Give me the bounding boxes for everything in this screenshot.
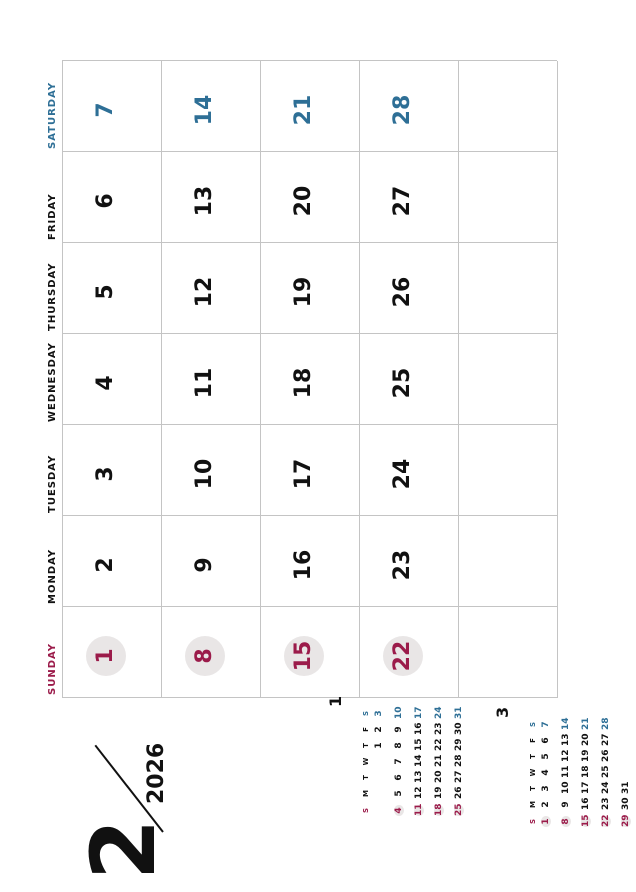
mini-weekday-label: W	[529, 768, 537, 777]
day-cell[interactable]: 12	[192, 276, 217, 308]
mini-day-cell: 27	[454, 770, 464, 783]
mini-day-cell: 16	[581, 797, 591, 810]
mini-weekday-label: T	[362, 743, 370, 748]
mini-day-cell: 21	[434, 754, 444, 767]
mini-day-cell: 30	[621, 797, 631, 810]
mini-day-cell: 17	[414, 706, 424, 719]
mini-weekday-label: F	[362, 727, 370, 732]
day-cell[interactable]: 20	[291, 185, 316, 217]
mini-day-cell: 15	[414, 738, 424, 751]
grid-line	[359, 61, 360, 698]
day-cell[interactable]: 18	[291, 367, 316, 399]
grid-line	[62, 242, 557, 243]
day-cell[interactable]: 17	[291, 458, 316, 490]
weekday-label: FRIDAY	[47, 193, 58, 240]
mini-day-cell: 27	[601, 733, 611, 746]
mini-weekday-label: S	[362, 710, 370, 717]
mini-day-cell: 12	[561, 749, 571, 762]
weekday-label: SUNDAY	[47, 642, 58, 695]
weekday-label: TUESDAY	[47, 454, 58, 513]
grid-line	[458, 61, 459, 698]
grid-line	[62, 515, 557, 516]
mini-day-cell: 2	[541, 801, 551, 808]
day-cell[interactable]: 14	[192, 94, 217, 126]
mini-day-cell: 18	[434, 803, 444, 816]
mini-weekday-label: T	[529, 754, 537, 759]
grid-line	[62, 606, 557, 607]
mini-day-cell: 25	[454, 803, 464, 816]
mini-day-cell: 5	[394, 790, 404, 797]
weekday-label: WEDNESDAY	[47, 342, 58, 422]
grid-line	[62, 61, 63, 698]
mini-day-cell: 11	[561, 765, 571, 778]
mini-day-cell: 24	[434, 706, 444, 719]
day-cell[interactable]: 5	[93, 284, 118, 300]
grid-line	[62, 60, 557, 61]
mini-day-cell: 24	[601, 781, 611, 794]
mini-day-cell: 15	[581, 814, 591, 827]
mini-day-cell: 4	[394, 805, 404, 816]
day-cell[interactable]: 27	[390, 185, 415, 217]
mini-day-cell: 10	[561, 781, 571, 794]
mini-day-cell: 5	[541, 753, 551, 760]
mini-day-cell: 23	[434, 722, 444, 735]
mini-weekday-label: T	[529, 786, 537, 791]
day-cell[interactable]: 25	[390, 367, 415, 399]
weekday-label: MONDAY	[47, 548, 58, 604]
mini-day-cell: 29	[621, 814, 631, 827]
grid-line	[557, 61, 558, 698]
day-cell[interactable]: 16	[291, 549, 316, 581]
mini-day-cell: 31	[621, 781, 631, 794]
mini-day-cell: 8	[561, 816, 571, 827]
day-cell[interactable]: 11	[192, 367, 217, 399]
mini-day-cell: 7	[394, 758, 404, 765]
grid-line	[62, 697, 557, 698]
mini-day-cell: 26	[601, 749, 611, 762]
day-cell[interactable]: 15	[284, 636, 324, 676]
mini-weekday-label: M	[529, 801, 537, 808]
day-cell[interactable]: 22	[383, 636, 423, 676]
mini-day-cell: 20	[434, 770, 444, 783]
mini-day-cell: 14	[561, 717, 571, 730]
grid-line	[161, 61, 162, 698]
grid-line	[62, 424, 557, 425]
day-cell[interactable]: 2	[93, 557, 118, 573]
mini-day-cell: 21	[581, 717, 591, 730]
mini-day-cell: 8	[394, 742, 404, 749]
weekday-label: THURSDAY	[47, 262, 58, 331]
mini-day-cell: 17	[581, 781, 591, 794]
day-cell[interactable]: 4	[93, 375, 118, 391]
mini-day-cell: 22	[601, 814, 611, 827]
mini-day-cell: 26	[454, 786, 464, 799]
mini-day-cell: 6	[394, 774, 404, 781]
day-cell[interactable]: 21	[291, 94, 316, 126]
grid-line	[62, 333, 557, 334]
day-cell[interactable]: 1	[86, 636, 126, 676]
mini-day-cell: 6	[541, 737, 551, 744]
mini-weekday-label: F	[529, 738, 537, 743]
month-number: 2	[72, 818, 175, 880]
grid-line	[62, 151, 557, 152]
mini-day-cell: 13	[414, 770, 424, 783]
day-cell[interactable]: 28	[390, 94, 415, 126]
mini-day-cell: 9	[561, 801, 571, 808]
mini-weekday-label: S	[362, 807, 370, 814]
mini-day-cell: 11	[414, 803, 424, 816]
mini-weekday-label: T	[362, 775, 370, 780]
mini-day-cell: 13	[561, 733, 571, 746]
day-cell[interactable]: 24	[390, 458, 415, 490]
day-cell[interactable]: 7	[93, 102, 118, 118]
mini-day-cell: 23	[601, 797, 611, 810]
day-cell[interactable]: 8	[185, 636, 225, 676]
day-cell[interactable]: 9	[192, 557, 217, 573]
mini-weekday-label: S	[529, 721, 537, 728]
day-cell[interactable]: 19	[291, 276, 316, 308]
mini-day-cell: 16	[414, 722, 424, 735]
day-cell[interactable]: 10	[192, 458, 217, 490]
mini-calendar-title: 1	[326, 695, 345, 707]
mini-day-cell: 31	[454, 706, 464, 719]
day-cell[interactable]: 3	[93, 466, 118, 482]
mini-day-cell: 14	[414, 754, 424, 767]
mini-day-cell: 1	[374, 742, 384, 749]
mini-day-cell: 18	[581, 765, 591, 778]
day-cell[interactable]: 13	[192, 185, 217, 217]
mini-day-cell: 10	[394, 706, 404, 719]
mini-day-cell: 12	[414, 786, 424, 799]
mini-weekday-label: S	[529, 818, 537, 825]
day-cell[interactable]: 26	[390, 276, 415, 308]
mini-day-cell: 3	[541, 785, 551, 792]
mini-day-cell: 20	[581, 733, 591, 746]
mini-day-cell: 19	[434, 786, 444, 799]
mini-day-cell: 4	[541, 769, 551, 776]
mini-day-cell: 25	[601, 765, 611, 778]
mini-day-cell: 30	[454, 722, 464, 735]
grid-line	[260, 61, 261, 698]
mini-weekday-label: W	[362, 757, 370, 766]
mini-day-cell: 22	[434, 738, 444, 751]
day-cell[interactable]: 23	[390, 549, 415, 581]
mini-day-cell: 2	[374, 726, 384, 733]
mini-calendar-title: 3	[493, 706, 512, 718]
year-label: 2026	[144, 742, 169, 804]
mini-weekday-label: M	[362, 790, 370, 797]
weekday-label: SATURDAY	[47, 81, 58, 149]
mini-day-cell: 29	[454, 738, 464, 751]
mini-day-cell: 28	[601, 717, 611, 730]
mini-day-cell: 1	[541, 816, 551, 827]
mini-day-cell: 3	[374, 710, 384, 717]
day-cell[interactable]: 6	[93, 193, 118, 209]
mini-day-cell: 28	[454, 754, 464, 767]
mini-day-cell: 19	[581, 749, 591, 762]
mini-day-cell: 9	[394, 726, 404, 733]
mini-day-cell: 7	[541, 721, 551, 728]
